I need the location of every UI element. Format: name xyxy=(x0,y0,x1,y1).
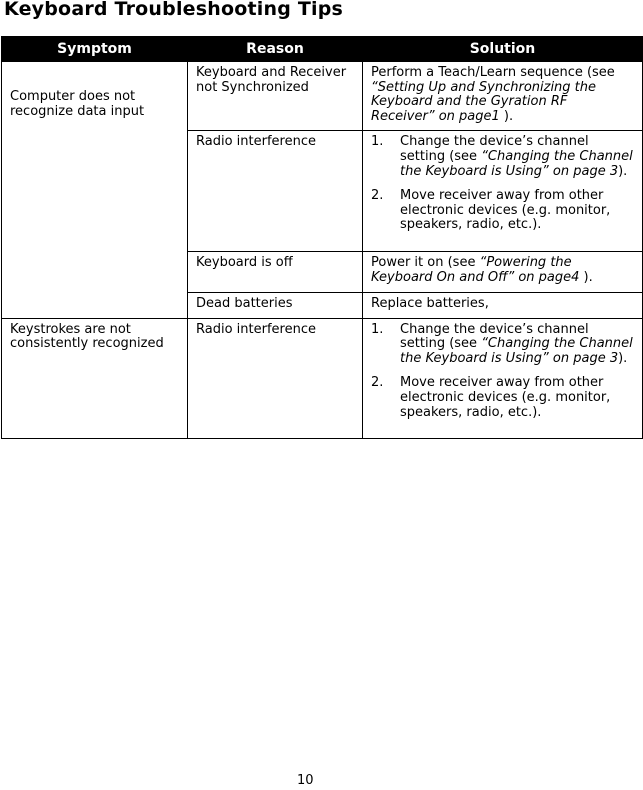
solution-text: Perform a Teach/Learn sequence (see xyxy=(371,65,615,80)
item-number: 1. xyxy=(371,321,384,337)
numbered-item xyxy=(371,323,634,367)
header-symptom: Symptom xyxy=(2,37,188,62)
solution-reference: “Setting Up and Synchronizing the Keyboard and the Gyration RF Receiver” on page1 xyxy=(371,79,597,124)
symptom-text: Keystrokes are not consistently recognized xyxy=(10,321,164,352)
item-text: Move receiver away from other electronic devices (e.g. monitor, speakers, radio, etc.). xyxy=(400,188,611,233)
item-reference: “Changing the Channel the Keyboard is Using” on page 3 xyxy=(400,336,633,366)
item-text-end: ). xyxy=(618,350,628,366)
symptom-text: Computer does not recognize data input xyxy=(10,89,145,119)
reason-text: Dead batteries xyxy=(196,295,293,311)
solution-cell xyxy=(363,318,643,438)
solution-cell xyxy=(363,131,643,252)
reason-text: Keyboard and Receiver not Synchronized xyxy=(196,65,347,95)
solution-cell xyxy=(363,292,643,318)
solution-cell xyxy=(363,252,643,292)
page-number: 10 xyxy=(297,773,314,788)
item-text: Move receiver away from other electronic devices (e.g. monitor, speakers, radio, etc.). xyxy=(400,375,611,420)
reason-text: Radio interference xyxy=(196,321,316,337)
reason-cell xyxy=(188,252,363,292)
header-reason: Reason xyxy=(188,37,363,62)
solution-cell xyxy=(363,62,643,131)
symptom-cell xyxy=(2,318,188,438)
reason-text: Radio interference xyxy=(196,134,316,150)
reason-text: Keyboard is off xyxy=(196,255,293,271)
numbered-item xyxy=(371,189,634,233)
item-text: Change the device’s channel setting (see xyxy=(400,134,589,164)
solution-text: Replace batteries, xyxy=(371,295,489,311)
solution-text: Power it on (see xyxy=(371,255,480,271)
reason-cell xyxy=(188,62,363,131)
page-title: Keyboard Troubleshooting Tips xyxy=(4,0,344,20)
troubleshooting-table xyxy=(1,36,643,439)
item-text-end: ). xyxy=(618,163,628,179)
item-reference: “Changing the Channel the Keyboard is Using” on page 3 xyxy=(400,148,633,179)
table-header-row xyxy=(2,37,643,62)
numbered-item xyxy=(371,376,634,420)
symptom-cell xyxy=(2,62,188,319)
item-number: 2. xyxy=(371,375,384,391)
table-row xyxy=(2,62,643,131)
reason-cell xyxy=(188,292,363,318)
header-solution: Solution xyxy=(363,37,643,62)
table-row xyxy=(2,318,643,438)
item-number: 1. xyxy=(371,134,384,150)
reason-cell xyxy=(188,131,363,252)
item-text: Change the device’s channel setting (see xyxy=(400,321,589,352)
numbered-item xyxy=(371,135,634,179)
reason-cell xyxy=(188,318,363,438)
solution-text-end: ). xyxy=(499,108,514,124)
solution-text-end: ). xyxy=(579,269,593,285)
item-number: 2. xyxy=(371,188,384,204)
solution-reference: “Powering the Keyboard On and Off” on page4 xyxy=(371,255,580,285)
